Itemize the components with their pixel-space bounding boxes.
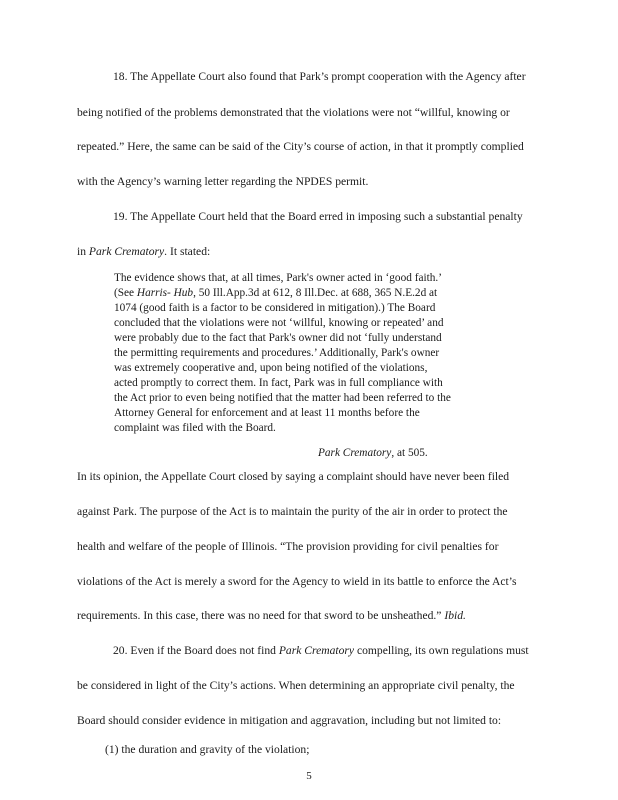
blockquote-line-11: complaint was filed with the Board. bbox=[114, 422, 276, 434]
case-name: Park Crematory bbox=[318, 447, 392, 459]
paragraph-18-line-1: 18. The Appellate Court also found that Park’s prompt cooperation with the Agency after bbox=[113, 70, 526, 83]
blockquote-line-1: The evidence shows that, at all times, Park's owner acted in ‘good faith.’ bbox=[114, 272, 442, 284]
paragraph-18-line-4: with the Agency’s warning letter regarding the NPDES permit. bbox=[77, 175, 369, 188]
blockquote-line-9: the Act prior to even being notified that the matter had been referred to the bbox=[114, 392, 451, 404]
case-name: Harris- Hub bbox=[136, 287, 194, 299]
case-name: Park Crematory bbox=[278, 644, 355, 657]
ibid-citation: Ibid. bbox=[444, 609, 466, 622]
blockquote-line-10: Attorney General for enforcement and at least 11 months before the bbox=[114, 407, 420, 419]
blockquote-citation: Park Crematory, at 505. bbox=[318, 447, 428, 459]
paragraph-19-line-1: 19. The Appellate Court held that the Board erred in imposing such a substantial penalty bbox=[113, 210, 523, 223]
blockquote-line-3: 1074 (good faith is a factor to be considered in mitigation).) The Board bbox=[114, 302, 436, 314]
case-name: Park Crematory bbox=[88, 245, 165, 258]
blockquote-line-5: were probably due to the fact that Park's owner did not ‘fully understand bbox=[114, 332, 442, 344]
opinion-line-2: against Park. The purpose of the Act is to maintain the purity of the air in order to protect the bbox=[77, 505, 508, 518]
blockquote-line-6: the permitting requirements and procedures.’ Additionally, Park's owner bbox=[114, 347, 440, 359]
opinion-line-5: requirements. In this case, there was no need for that sword to be unsheathed.” Ibid. bbox=[77, 609, 466, 622]
paragraph-20-line-1: 20. Even if the Board does not find Park Crematory compelling, its own regulations must bbox=[113, 644, 529, 657]
paragraph-19-line-2: in Park Crematory. It stated: bbox=[77, 245, 211, 258]
opinion-line-1: In its opinion, the Appellate Court closed by saying a complaint should have never been filed bbox=[77, 470, 510, 483]
paragraph-18-line-2: being notified of the problems demonstrated that the violations were not “willful, knowing or bbox=[77, 106, 510, 119]
blockquote-line-8: acted promptly to correct them. In fact, Park was in full compliance with bbox=[114, 377, 443, 389]
opinion-line-3: health and welfare of the people of Illinois. “The provision providing for civil penalties for bbox=[77, 540, 499, 553]
blockquote-line-7: was extremely cooperative and, upon being notified of the violations, bbox=[114, 362, 428, 374]
blockquote-line-4: concluded that the violations were not ‘willful, knowing or repeated’ and bbox=[114, 317, 444, 329]
blockquote-line-2: (See Harris- Hub, 50 Ill.App.3d at 612, 8 Ill.Dec. at 688, 365 N.E.2d at bbox=[114, 287, 438, 299]
paragraph-20-item-1: (1) the duration and gravity of the violation; bbox=[105, 743, 310, 756]
paragraph-20-line-2: be considered in light of the City’s actions. When determining an appropriate civil penalty, the bbox=[77, 679, 515, 692]
paragraph-20-line-3: Board should consider evidence in mitigation and aggravation, including but not limited to: bbox=[77, 714, 502, 727]
page-number: 5 bbox=[306, 770, 312, 782]
paragraph-18-line-3: repeated.” Here, the same can be said of the City’s course of action, in that it promptly complied bbox=[77, 140, 524, 153]
opinion-line-4: violations of the Act is merely a sword for the Agency to wield in its battle to enforce the Act’s bbox=[77, 575, 517, 588]
